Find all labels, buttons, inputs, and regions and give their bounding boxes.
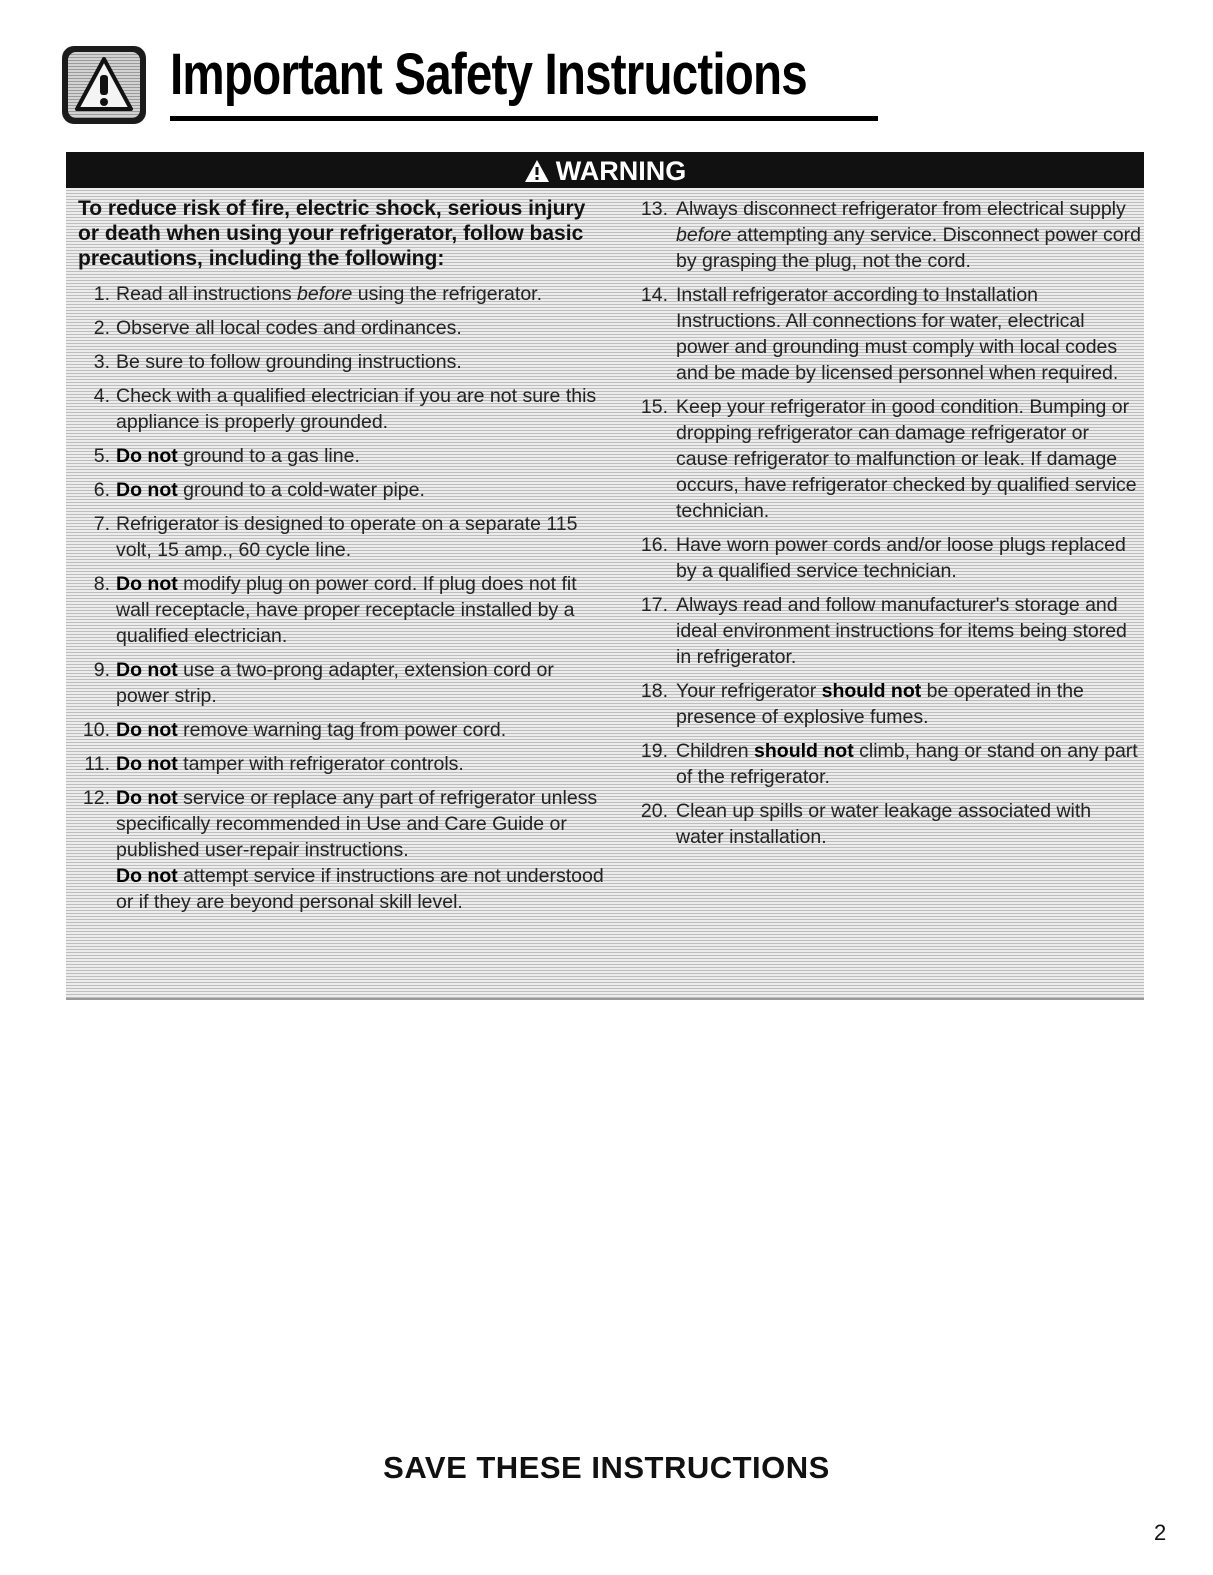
list-item: 19. Children should not climb, hang or stand on any part of the refrigerator. [640, 740, 1138, 788]
warning-header [66, 152, 1144, 188]
warning-column-left [78, 196, 608, 923]
warning-label: WARNING [555, 156, 687, 186]
list-item: 12. Do not service or replace any part of refrigerator unless specifically recommended in Use and Care Guide or published user-repair instructions. Do not attempt service if instructions are not understood or if they are beyond personal skill level. [82, 787, 604, 913]
list-item: 9. Do not use a two-prong adapter, extension cord or power strip. [93, 659, 554, 707]
list-item: 16. Have worn power cords and/or loose plugs replaced by a qualified service technician. [640, 534, 1126, 582]
title-underline [170, 116, 878, 121]
warning-column-right [632, 196, 1142, 858]
list-item: 4. Check with a qualified electrician if you are not sure this appliance is properly grounded. [93, 385, 597, 433]
page-title: Important Safety Instructions [170, 42, 807, 107]
list-item: 8. Do not modify plug on power cord. If plug does not fit wall receptacle, have proper receptacle installed by a qualified electrician. [93, 573, 577, 647]
list-item: 3. Be sure to follow grounding instructions. [93, 351, 462, 373]
warning-intro: To reduce risk of fire, electric shock, serious injury or death when using your refrigerator, follow basic precautions, including the following: [78, 197, 586, 270]
list-item: 10. Do not remove warning tag from power cord. [82, 719, 507, 741]
list-item: 7. Refrigerator is designed to operate on a separate 115 volt, 15 amp., 60 cycle line. [93, 513, 578, 561]
list-item: 17. Always read and follow manufacturer's storage and ideal environment instructions for items being stored in refrigerator. [640, 594, 1127, 668]
list-item: 20. Clean up spills or water leakage associated with water installation. [640, 800, 1092, 848]
list-item: 18. Your refrigerator should not be operated in the presence of explosive fumes. [640, 680, 1084, 728]
list-item: 14. Install refrigerator according to Installation Instructions. All connections for water, electrical power and grounding must comply with local codes and be made by licensed personnel when required. [640, 284, 1119, 384]
list-item: 1. Read all instructions before using the refrigerator. [93, 283, 542, 305]
save-instructions-text: SAVE THESE INSTRUCTIONS [383, 1450, 830, 1485]
list-item: 6. Do not ground to a cold-water pipe. [93, 479, 425, 501]
page-number: 2 [1154, 1520, 1167, 1545]
warning-triangle-icon [62, 46, 146, 124]
list-item: 11. Do not tamper with refrigerator controls. [84, 753, 464, 775]
page-header [62, 40, 822, 126]
list-item: 5. Do not ground to a gas line. [93, 445, 360, 467]
list-item: 2. Observe all local codes and ordinances. [93, 317, 462, 339]
list-item: 15. Keep your refrigerator in good condition. Bumping or dropping refrigerator can damage refrigerator or cause refrigerator to malfunction or leak. If damage occurs, have refrigerator checked by qualified service technician. [640, 396, 1137, 522]
warning-panel [66, 152, 1144, 1000]
warning-triangle-small-icon [524, 155, 550, 193]
list-item: 13. Always disconnect refrigerator from electrical supply before attempting any service. Disconnect power cord by grasping the plug, not the cord. [640, 198, 1141, 272]
